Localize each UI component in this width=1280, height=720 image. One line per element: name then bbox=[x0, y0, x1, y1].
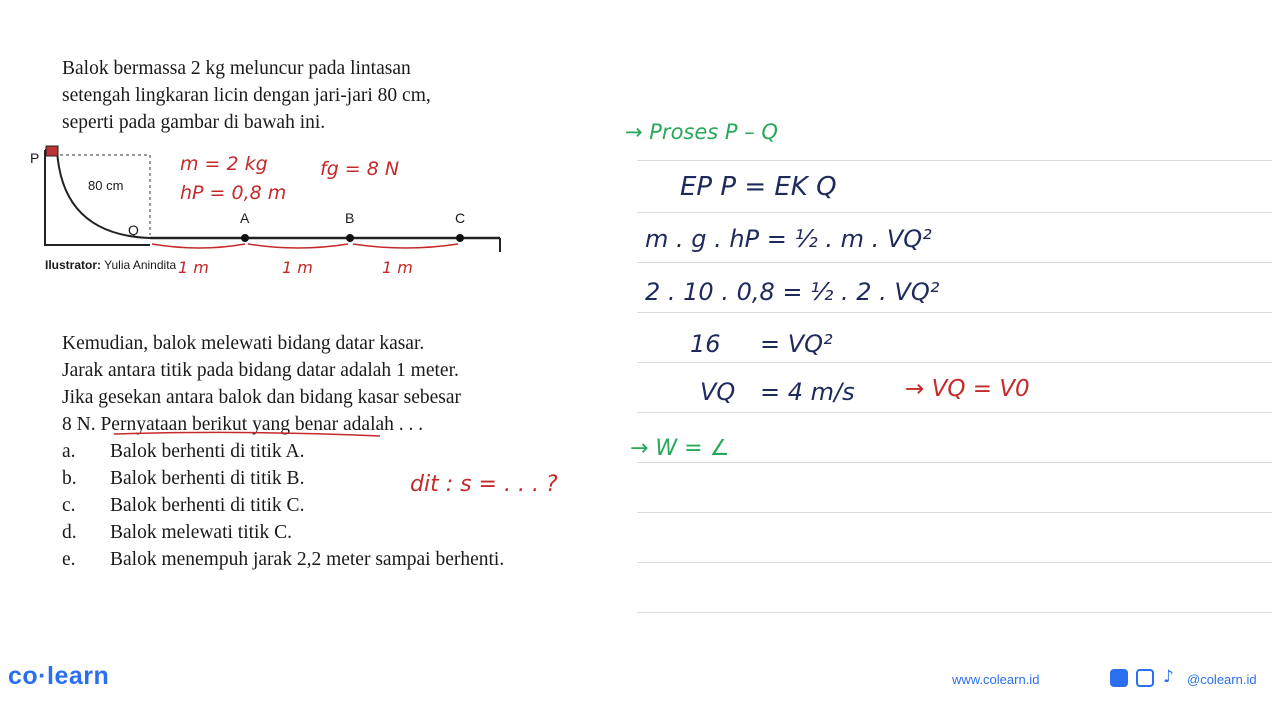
option-text: Balok melewati titik C. bbox=[110, 522, 292, 543]
solution-eq5-right: = 4 m/s bbox=[760, 378, 855, 406]
solution-eq4-left: 16 bbox=[690, 330, 721, 358]
point-c bbox=[456, 234, 464, 242]
option-letter: b. bbox=[62, 468, 77, 489]
annotation-asked: dit : s = . . . ? bbox=[410, 472, 558, 497]
problem-intro bbox=[62, 55, 517, 136]
solution-eq3: 2 . 10 . 0,8 = ½ . 2 . VQ² bbox=[645, 278, 940, 306]
illustrator-label: Ilustrator: bbox=[45, 258, 102, 272]
option-letter: d. bbox=[62, 522, 77, 543]
annotation-seg3: 1 m bbox=[382, 258, 413, 277]
colearn-logo: co·learn bbox=[8, 662, 110, 690]
option-d[interactable] bbox=[62, 519, 517, 546]
option-text: Balok berhenti di titik A. bbox=[110, 441, 305, 462]
ruled-line bbox=[637, 512, 1272, 513]
option-e[interactable] bbox=[62, 546, 517, 573]
problem-body bbox=[62, 330, 517, 438]
segment-brace bbox=[353, 244, 458, 248]
label-b: B bbox=[345, 210, 355, 226]
annotation-mass: m = 2 kg bbox=[180, 153, 268, 175]
solution-eq5-implies: → VQ = V0 bbox=[905, 376, 1030, 402]
solution-eq2: m . g . hP = ½ . m . VQ² bbox=[645, 225, 932, 253]
intro-line: seperti pada gambar di bawah ini. bbox=[62, 112, 326, 133]
ruled-line bbox=[637, 412, 1272, 413]
footer-url[interactable]: www.colearn.id bbox=[952, 672, 1040, 687]
ruled-line bbox=[637, 562, 1272, 563]
intro-line: setengah lingkaran licin dengan jari-jari 80 cm, bbox=[62, 85, 431, 106]
option-text: Balok berhenti di titik B. bbox=[110, 468, 305, 489]
label-a: A bbox=[240, 210, 250, 226]
option-text: Balok menempuh jarak 2,2 meter sampai berhenti. bbox=[110, 549, 505, 570]
ruled-line bbox=[637, 262, 1272, 263]
solution-eq4-right: = VQ² bbox=[760, 330, 833, 358]
radius-label: 80 cm bbox=[88, 178, 124, 193]
option-a[interactable] bbox=[62, 438, 517, 465]
block bbox=[46, 146, 58, 156]
instagram-icon[interactable] bbox=[1136, 669, 1154, 687]
solution-eq1: EP P = EK Q bbox=[680, 172, 837, 202]
body-line: Jika gesekan antara balok dan bidang kasar sebesar bbox=[62, 387, 462, 408]
ruled-line bbox=[637, 362, 1272, 363]
solution-step-header: → Proses P – Q bbox=[625, 120, 778, 144]
point-a bbox=[241, 234, 249, 242]
footer-handle[interactable]: @colearn.id bbox=[1187, 672, 1257, 687]
annotation-seg1: 1 m bbox=[178, 258, 209, 277]
annotation-friction: fg = 8 N bbox=[320, 158, 400, 180]
ruled-line bbox=[637, 612, 1272, 613]
answer-options bbox=[62, 438, 517, 573]
option-letter: e. bbox=[62, 549, 76, 570]
intro-line: Balok bermassa 2 kg meluncur pada lintasan bbox=[62, 58, 411, 79]
illustrator-credit bbox=[45, 258, 176, 272]
option-letter: a. bbox=[62, 441, 76, 462]
ruled-line bbox=[637, 462, 1272, 463]
annotation-seg2: 1 m bbox=[282, 258, 313, 277]
illustrator-name: Yulia Anindita bbox=[104, 258, 177, 272]
option-text: Balok berhenti di titik C. bbox=[110, 495, 305, 516]
ruled-line bbox=[637, 312, 1272, 313]
option-letter: c. bbox=[62, 495, 76, 516]
solution-eq5-left: VQ bbox=[700, 378, 736, 406]
body-line: Jarak antara titik pada bidang datar adalah 1 meter. bbox=[62, 360, 459, 381]
facebook-icon[interactable] bbox=[1110, 669, 1128, 687]
annotation-height: hP = 0,8 m bbox=[180, 182, 287, 204]
body-line: Kemudian, balok melewati bidang datar kasar. bbox=[62, 333, 425, 354]
tiktok-icon[interactable]: ♪ bbox=[1163, 667, 1174, 687]
label-c: C bbox=[455, 210, 466, 226]
body-line: 8 N. Pernyataan berikut yang benar adalah . . . bbox=[62, 414, 424, 435]
label-q: Q bbox=[128, 222, 139, 238]
point-b bbox=[346, 234, 354, 242]
ruled-line bbox=[637, 212, 1272, 213]
ruled-line bbox=[637, 160, 1272, 161]
segment-brace bbox=[248, 244, 348, 248]
solution-step2: → W = ∠ bbox=[630, 436, 730, 461]
segment-brace bbox=[152, 244, 245, 248]
label-p: P bbox=[30, 150, 40, 166]
